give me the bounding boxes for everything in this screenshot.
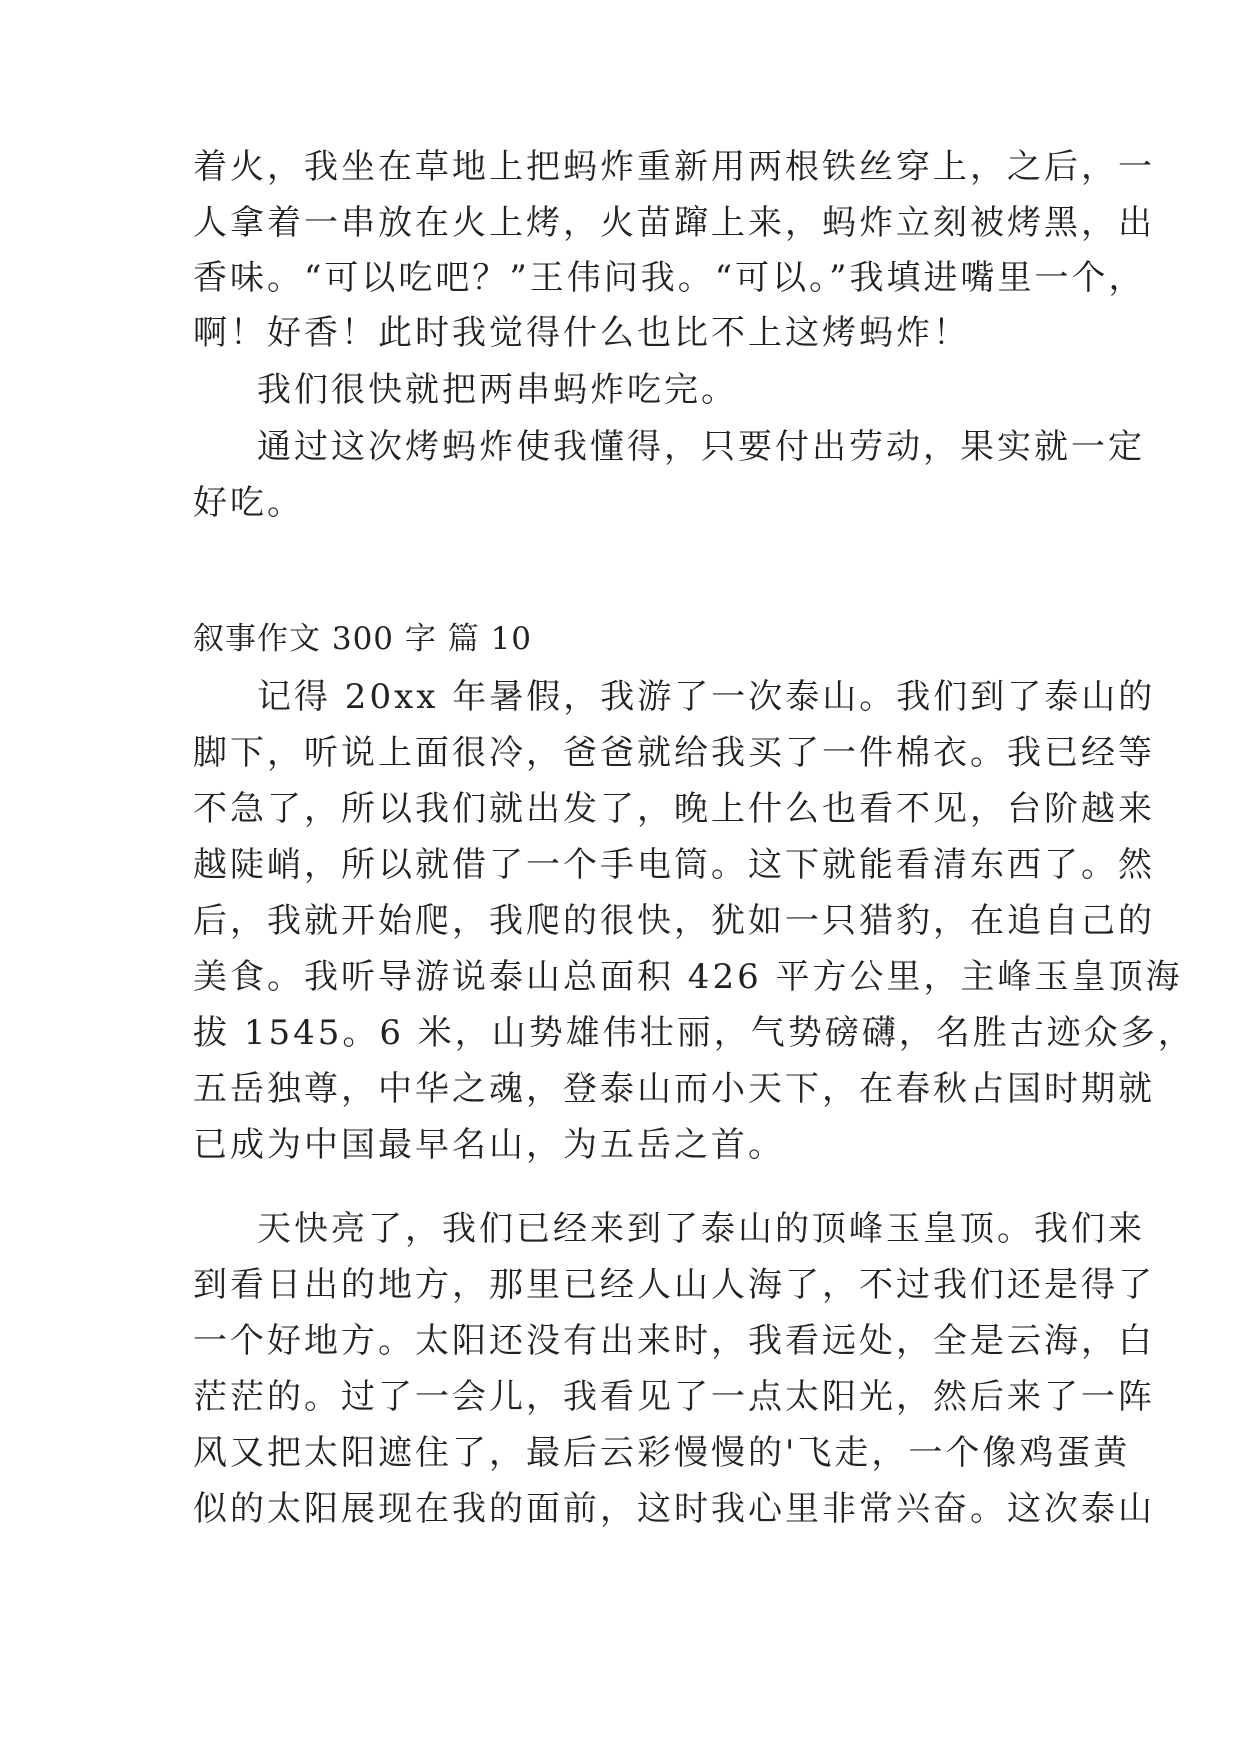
text-line: 天快亮了，我们已经来到了泰山的顶峰玉皇顶。我们来 bbox=[257, 1209, 1145, 1249]
text-line: 后，我就开始爬，我爬的很快，犹如一只猎豹，在追自己的 bbox=[193, 901, 1155, 941]
text-line: 不急了，所以我们就出发了，晚上什么也看不见，台阶越来 bbox=[193, 789, 1155, 829]
text-line: 着火，我坐在草地上把蚂炸重新用两根铁丝穿上，之后，一 bbox=[193, 147, 1155, 187]
text-line: 到看日出的地方，那里已经人山人海了，不过我们还是得了 bbox=[193, 1265, 1155, 1305]
text-line: 脚下，听说上面很冷，爸爸就给我买了一件棉衣。我已经等 bbox=[193, 733, 1155, 773]
text-line: 拔 1545。6 米，山势雄伟壮丽，气势磅礴，名胜古迹众多， bbox=[193, 1013, 1195, 1053]
text-line: 人拿着一串放在火上烤，火苗蹿上来，蚂炸立刻被烤黑，出 bbox=[193, 203, 1155, 243]
text-line: 已成为中国最早名山，为五岳之首。 bbox=[193, 1125, 785, 1165]
text-line: 五岳独尊，中华之魂，登泰山而小天下，在春秋占国时期就 bbox=[193, 1069, 1155, 1109]
text-line: 一个好地方。太阳还没有出来时，我看远处，全是云海，白 bbox=[193, 1321, 1155, 1361]
text-line: 啊！好香！此时我觉得什么也比不上这烤蚂炸！ bbox=[193, 313, 970, 353]
text-line: 香味。“可以吃吧？”王伟问我。“可以。”我填进嘴里一个， bbox=[193, 258, 1146, 298]
text-line: 美食。我听导游说泰山总面积 426 平方公里，主峰玉皇顶海 bbox=[193, 957, 1183, 997]
text-line: 茫茫的。过了一会儿，我看见了一点太阳光，然后来了一阵 bbox=[193, 1377, 1155, 1417]
text-line: 似的太阳展现在我的面前，这时我心里非常兴奋。这次泰山 bbox=[193, 1489, 1155, 1529]
text-line: 风又把太阳遮住了，最后云彩慢慢的'飞走，一个像鸡蛋黄 bbox=[193, 1433, 1131, 1473]
text-line: 记得 20xx 年暑假，我游了一次泰山。我们到了泰山的 bbox=[257, 677, 1156, 717]
section-heading: 叙事作文 300 字 篇 10 bbox=[193, 621, 533, 657]
text-line: 越陡峭，所以就借了一个手电筒。这下就能看清东西了。然 bbox=[193, 845, 1155, 885]
text-line: 我们很快就把两串蚂炸吃完。 bbox=[257, 370, 738, 410]
text-line: 好吃。 bbox=[193, 483, 304, 523]
text-line: 通过这次烤蚂炸使我懂得，只要付出劳动，果实就一定 bbox=[257, 427, 1145, 467]
